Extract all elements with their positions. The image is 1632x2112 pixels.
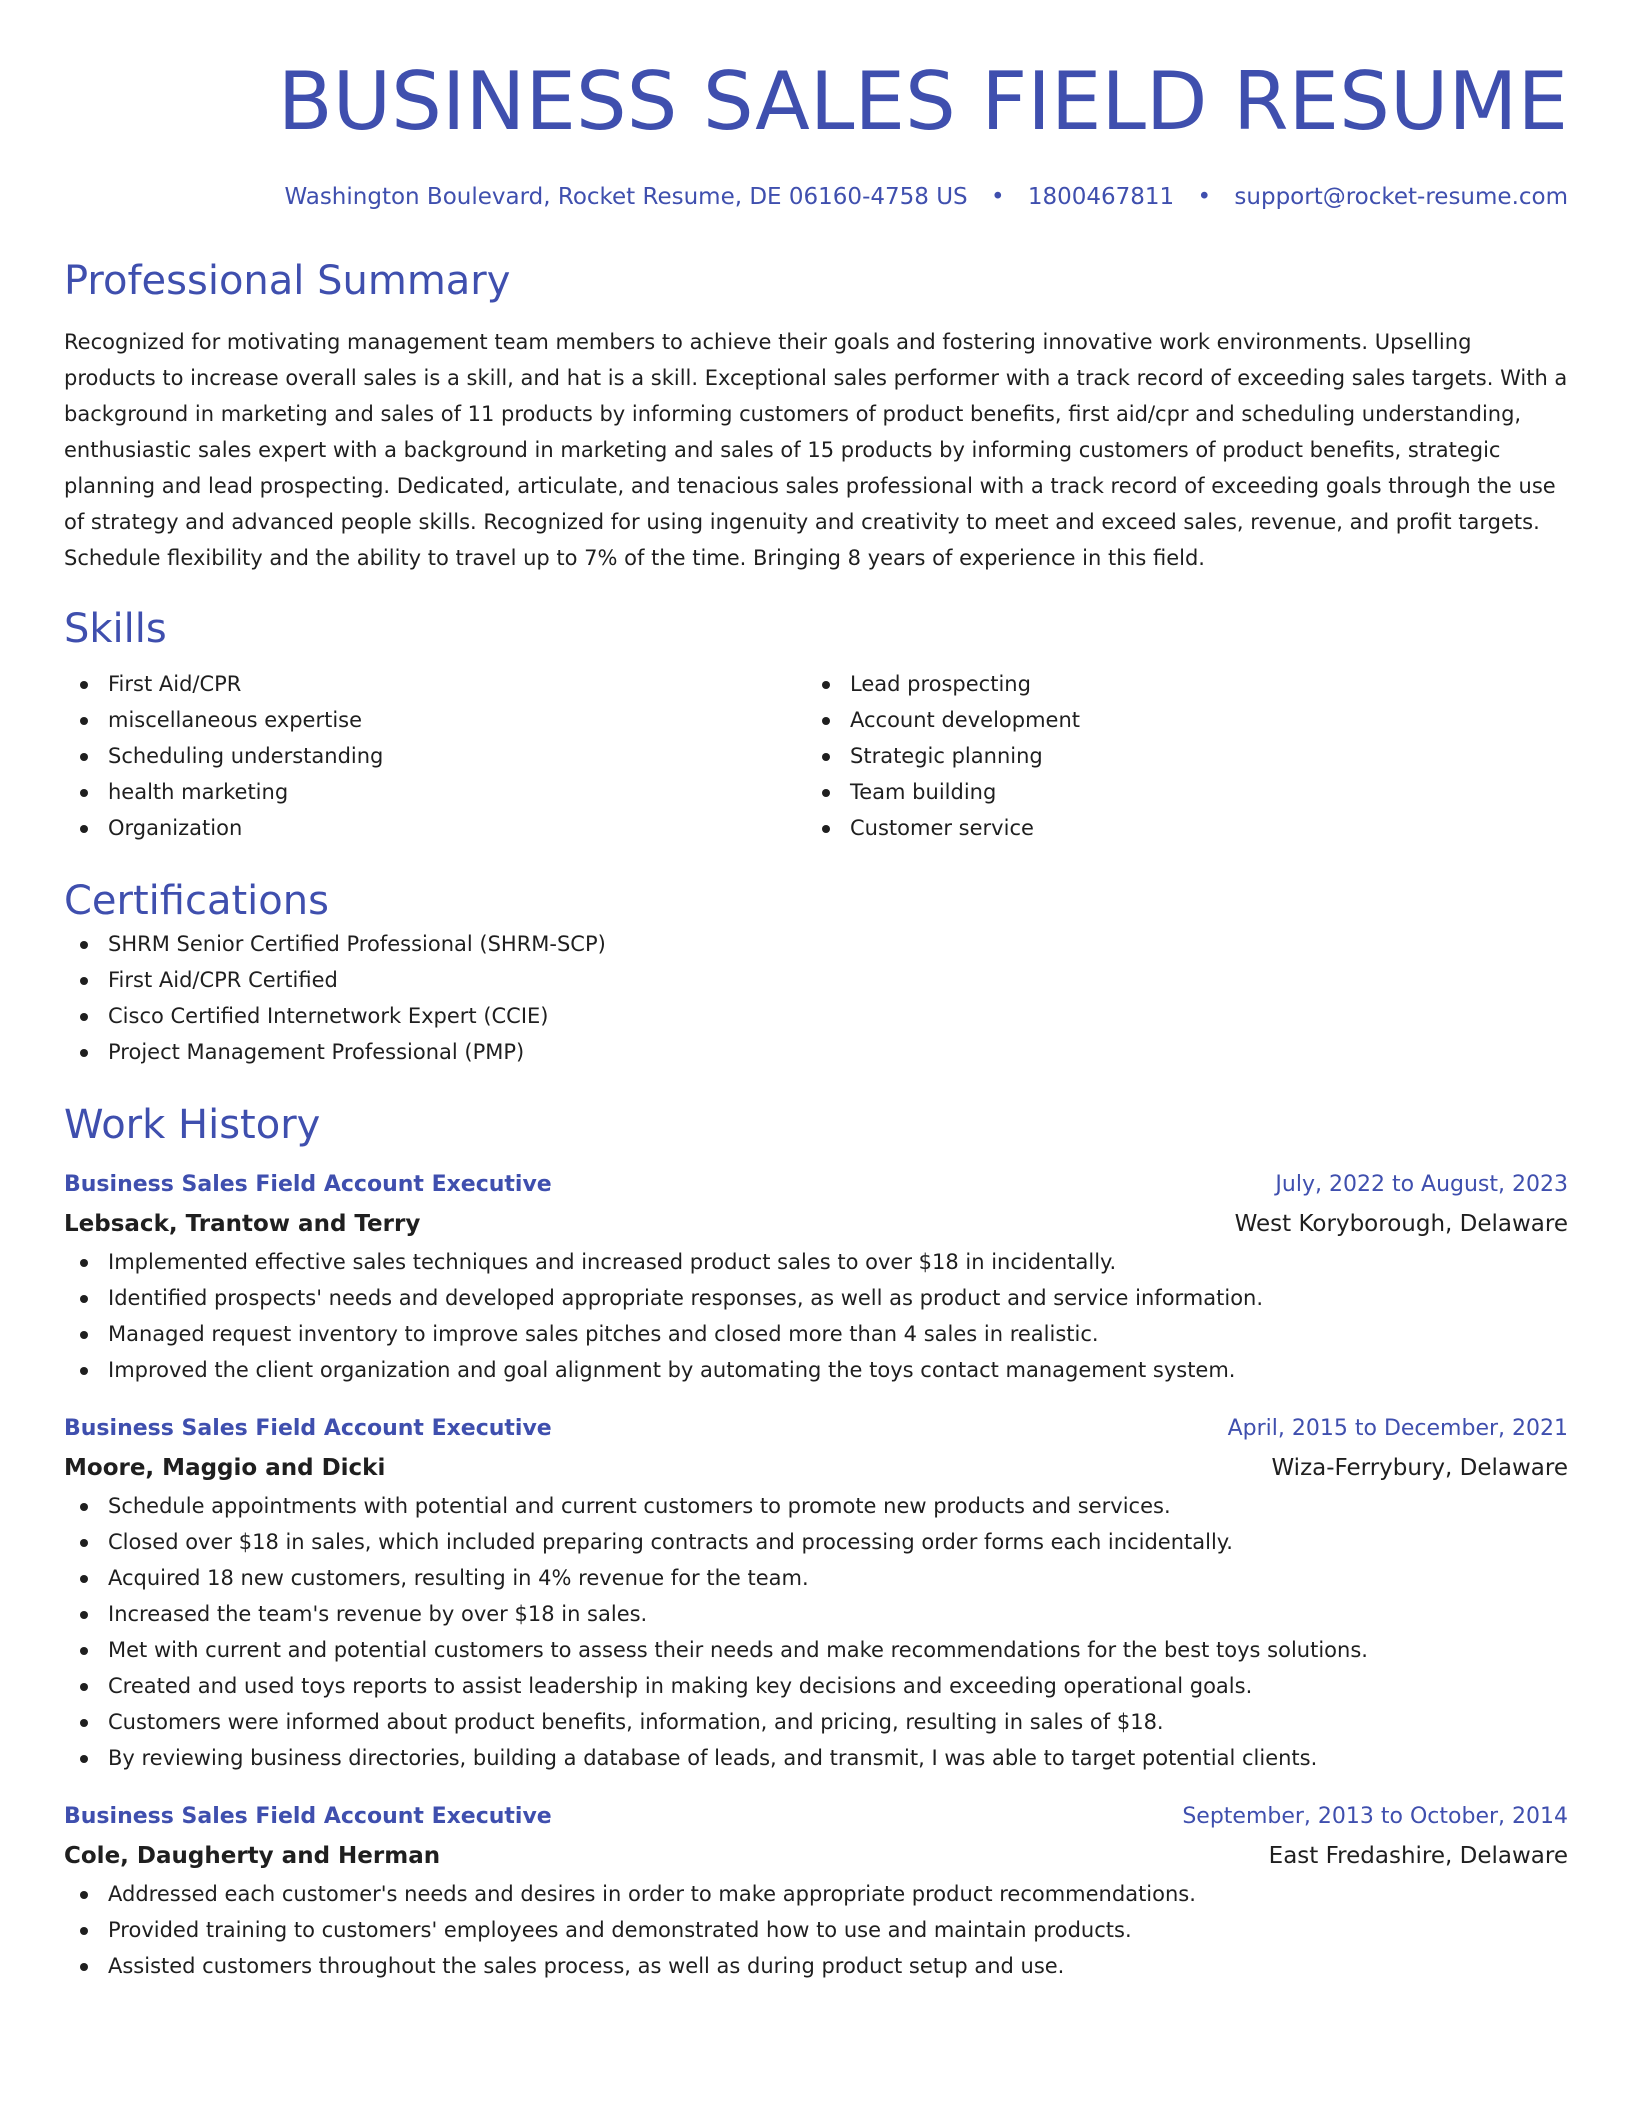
contact-address: Washington Boulevard, Rocket Resume, DE 06160-4758 US xyxy=(284,184,968,210)
job-duties xyxy=(64,1244,1568,1388)
resume-page xyxy=(64,0,1568,1984)
contact-separator: • xyxy=(990,184,1005,210)
job-duty: Addressed each customer's needs and desires in order to make appropriate product recommendations. xyxy=(64,1876,1568,1912)
job-duty: Identified prospects' needs and developed appropriate responses, as well as product and service information. xyxy=(64,1280,1568,1316)
skills-heading: Skills xyxy=(64,606,167,652)
job-company: Lebsack, Trantow and Terry xyxy=(64,1211,421,1237)
job-duty: Provided training to customers' employees and demonstrated how to use and maintain products. xyxy=(64,1912,1568,1948)
contact-email: support@rocket-resume.com xyxy=(1234,184,1568,210)
job-duty: By reviewing business directories, building a database of leads, and transmit, I was able to target potential clients. xyxy=(64,1740,1568,1776)
job-location: Wiza-Ferrybury, Delaware xyxy=(1271,1455,1568,1481)
contact-phone: 1800467811 xyxy=(1027,184,1175,210)
skill-item: Organization xyxy=(64,810,806,846)
certification-item: First Aid/CPR Certified xyxy=(64,962,1568,998)
job-location: East Fredashire, Delaware xyxy=(1268,1843,1568,1869)
skills-grid xyxy=(64,666,1568,846)
skill-item: First Aid/CPR xyxy=(64,666,806,702)
skills-list-right xyxy=(806,666,1548,846)
job-location: West Koryborough, Delaware xyxy=(1234,1211,1568,1237)
job-entry xyxy=(64,1410,1568,1776)
contact-separator: • xyxy=(1197,184,1212,210)
certifications-list xyxy=(64,926,1568,1070)
job-title-row xyxy=(64,1166,1568,1204)
job-title: Business Sales Field Account Executive xyxy=(64,1804,552,1829)
job-duty: Acquired 18 new customers, resulting in 4% revenue for the team. xyxy=(64,1560,1568,1596)
skill-item: Lead prospecting xyxy=(806,666,1548,702)
job-duty: Improved the client organization and goal alignment by automating the toys contact management system. xyxy=(64,1352,1568,1388)
summary-text: Recognized for motivating management team members to achieve their goals and fostering innovative work environments. Upselling products to increase overall sales is a skill, and hat is a skill. Exceptional sales performer with a track record of exceeding sales targets. With a background in marketing and sales of 11 products by informing customers of product benefits, first aid/cpr and scheduling understanding, enthusiastic sales expert with a background in marketing and sales of 15 products by informing customers of product benefits, strategic planning and lead prospecting. Dedicated, articulate, and tenacious sales professional with a track record of exceeding goals through the use of strategy and advanced people skills. Recognized for using ingenuity and creativity to meet and exceed sales, revenue, and profit targets. Schedule flexibility and the ability to travel up to 7% of the time. Bringing 8 years of experience in this field. xyxy=(64,330,1568,570)
job-company: Cole, Daugherty and Herman xyxy=(64,1843,441,1869)
job-dates: September, 2013 to October, 2014 xyxy=(1182,1804,1568,1829)
skills-list-left xyxy=(64,666,806,846)
job-duty: Created and used toys reports to assist leadership in making key decisions and exceeding operational goals. xyxy=(64,1668,1568,1704)
job-duty: Assisted customers throughout the sales process, as well as during product setup and use. xyxy=(64,1948,1568,1984)
job-entry xyxy=(64,1798,1568,1984)
skill-item: health marketing xyxy=(64,774,806,810)
contact-line xyxy=(64,180,1568,214)
job-duties xyxy=(64,1488,1568,1776)
job-duty: Schedule appointments with potential and current customers to promote new products and services. xyxy=(64,1488,1568,1524)
job-duty: Implemented effective sales techniques and increased product sales to over $18 in incidentally. xyxy=(64,1244,1568,1280)
job-title-row xyxy=(64,1798,1568,1836)
job-company: Moore, Maggio and Dicki xyxy=(64,1455,386,1481)
skill-item: Strategic planning xyxy=(806,738,1548,774)
job-duty: Managed request inventory to improve sales pitches and closed more than 4 sales in realistic. xyxy=(64,1316,1568,1352)
summary-heading: Professional Summary xyxy=(64,258,511,304)
skill-item: Customer service xyxy=(806,810,1548,846)
certification-item: Cisco Certified Internetwork Expert (CCIE) xyxy=(64,998,1568,1034)
job-company-row xyxy=(64,1204,1568,1244)
job-dates: April, 2015 to December, 2021 xyxy=(1227,1416,1568,1441)
skill-item: Team building xyxy=(806,774,1548,810)
work-history-heading: Work History xyxy=(64,1102,321,1148)
job-entry xyxy=(64,1166,1568,1388)
certification-item: Project Management Professional (PMP) xyxy=(64,1034,1568,1070)
job-title-row xyxy=(64,1410,1568,1448)
job-company-row xyxy=(64,1836,1568,1876)
skill-item: Account development xyxy=(806,702,1548,738)
job-duties xyxy=(64,1876,1568,1984)
job-duty: Closed over $18 in sales, which included preparing contracts and processing order forms each incidentally. xyxy=(64,1524,1568,1560)
resume-name: BUSINESS SALES FIELD RESUME xyxy=(277,55,1568,148)
job-dates: July, 2022 to August, 2023 xyxy=(1275,1172,1568,1197)
job-duty: Met with current and potential customers to assess their needs and make recommendations for the best toys solutions. xyxy=(64,1632,1568,1668)
skill-item: miscellaneous expertise xyxy=(64,702,806,738)
skill-item: Scheduling understanding xyxy=(64,738,806,774)
job-duty: Increased the team's revenue by over $18 in sales. xyxy=(64,1596,1568,1632)
work-history-list xyxy=(64,1166,1568,1984)
job-duty: Customers were informed about product benefits, information, and pricing, resulting in sales of $18. xyxy=(64,1704,1568,1740)
certification-item: SHRM Senior Certified Professional (SHRM-SCP) xyxy=(64,926,1568,962)
job-title: Business Sales Field Account Executive xyxy=(64,1416,552,1441)
job-company-row xyxy=(64,1448,1568,1488)
certifications-heading: Certifications xyxy=(64,878,329,924)
job-title: Business Sales Field Account Executive xyxy=(64,1172,552,1197)
